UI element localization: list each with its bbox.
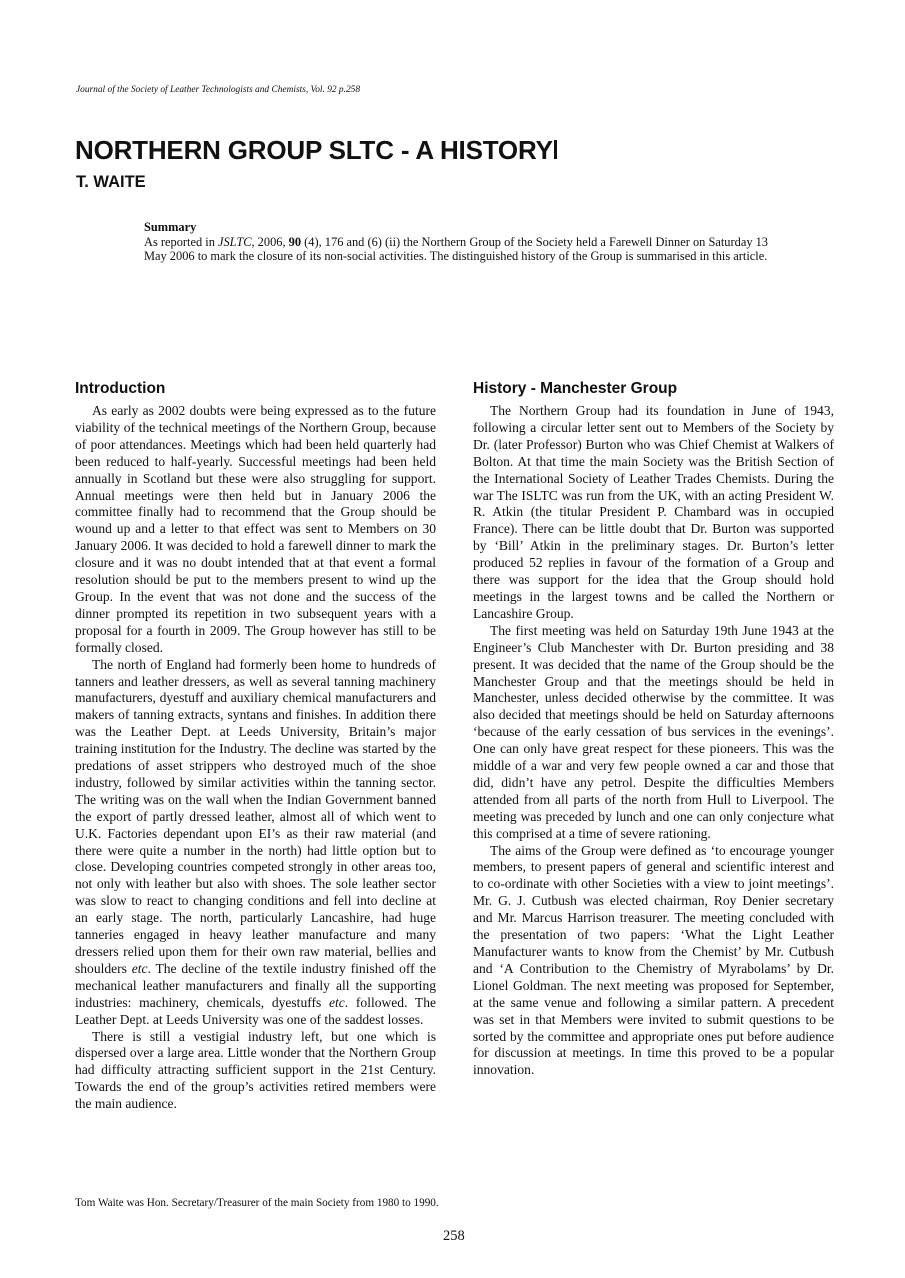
summary-block (144, 220, 768, 264)
paragraph-text: . The decline of the textile industry finished off the mechanical leather manufacturers and finally all the supporting industries: machinery, chemicals, dyestuffs (75, 960, 437, 1010)
introduction-paragraph (75, 657, 436, 1029)
paragraph-italic: etc (329, 994, 345, 1010)
introduction-paragraph: As early as 2002 doubts were being expressed as to the future viability of the technical meetings of the Northern Group, because of poor attendances. Meetings which had been held quarterly had been reduced to half-yearly. Successful meetings had been held annually in Scotland but these were also struggling for support. Annual meetings were then held but in January 2006 the committee finally had to recommend that the Group should be wound up and a letter to that effect was sent to Members on 30 January 2006. It was decided to hold a farewell dinner to mark the closure and it was no doubt intended that at that event a formal resolution should be put to the members present to wind up the Group. In the event that was not done and the success of the dinner prompted its repetition in two subsequent years with a proposal for a fourth in 2009. The Group however has still to be formally closed. (75, 403, 436, 655)
paragraph-text: The north of England had formerly been home to hundreds of tanners and leather dressers, as well as several tanning machinery manufacturers, dyestuff and auxiliary chemical manufacturers and makers of tanning extracts, syntans and finishes. In addition there was the Leather Dept. at Leeds University, Britain’s major training institution for the Industry. The decline was started by the predations of asset strippers who destroyed much of the shoe industry, followed by similar activities within the tanning sector. The writing was on the wall when the Indian Government banned the export of partly dressed leather, almost all of which went to U.K. Factories dependant upon EI’s as their raw material (and there were quite a number in the north) had little option but to close. Developing countries competed strongly in other areas too, not only with leather but also with shoes. The sole leather sector was slow to react to changing conditions and fell into decline at an early stage. The north, particularly Lancashire, had huge tanneries engaged in heavy leather manufacture and many dressers relied upon them for their own raw material, bellies and shoulders (75, 656, 436, 976)
left-column (75, 378, 436, 1113)
paragraph-italic: etc (131, 960, 148, 976)
summary-heading: Summary (144, 220, 197, 234)
introduction-paragraph: There is still a vestigial industry left, but one which is dispersed over a large area. Little wonder that the Northern Group had difficulty attracting sufficient support in the 21st Century. Towards the end of the group’s activities retired members were the main audience. (75, 1028, 436, 1112)
history-paragraph: The aims of the Group were defined as ‘to encourage younger members, to present papers of general and scientific interest and to co-ordinate with other Societies with a view to joint meetings’. Mr. G. J. Cutbush was elected chairman, Roy Denier secretary and Mr. Marcus Harrison treasurer. The meeting concluded with the presentation of two papers: ‘What the Light Leather Manufacturer wants to know from the Chemist’ by Mr. Cutbush and ‘A Contribution to the Chemistry of Myrabolams’ by Dr. Lionel Goldman. The next meeting was proposed for September, at the same venue and following a similar pattern. A precedent was set in that Members were invited to submit questions to be sorted by the committee and appropriate ones put before audience for discussion at meetings. In time this proved to be a popular innovation. (473, 842, 834, 1078)
article-title (75, 134, 557, 166)
running-head: Journal of the Society of Leather Technologists and Chemists, Vol. 92 p.258 (76, 85, 361, 95)
paragraph-text: . followed. The Leather Dept. at Leeds University was one of the saddest losses. (75, 994, 436, 1027)
author-footnote: Tom Waite was Hon. Secretary/Treasurer of the main Society from 1980 to 1990. (75, 1197, 439, 1209)
summary-journal-abbrev: JSLTC (217, 234, 252, 249)
summary-text-part: (4), 176 and (6) (ii) the Northern Group of the Society held a Farewell Dinner on Saturday 13 May 2006 to mark the closure of its non-social activities. The distinguished history of the Group is summarised in this article. (144, 234, 769, 264)
section-heading-history: History - Manchester Group (473, 380, 678, 397)
section-heading-introduction: Introduction (75, 380, 166, 397)
page-number: 258 (443, 1228, 465, 1244)
title-cursor-mark (554, 140, 557, 159)
summary-text-part: , 2006, (251, 234, 289, 249)
author-name: T. WAITE (76, 173, 146, 191)
summary-volume: 90 (288, 234, 302, 249)
history-paragraph: The first meeting was held on Saturday 19th June 1943 at the Engineer’s Club Manchester with Dr. Burton presiding and 38 present. It was decided that the name of the Group should be the Manchester Group and that the meetings should be held in Manchester, unless decided otherwise by the committee. It was also decided that meetings should be held on Saturday afternoons ‘because of the early cessation of bus services in the evenings’. One can only have great respect for these pioneers. This was the middle of a war and very few people owned a car and those that did, didn’t have any petrol. Despite the difficulties Members attended from all parts of the north from Hull to Liverpool. The meeting was preceded by lunch and one can only conjecture what this comprised at a time of severe rationing. (473, 622, 834, 841)
summary-text-part: As reported in (144, 234, 218, 249)
article-title-text: NORTHERN GROUP SLTC - A HISTORY (75, 135, 553, 165)
right-column (473, 378, 834, 1079)
history-paragraph: The Northern Group had its foundation in June of 1943, following a circular letter sent out to Members of the Society by Dr. (later Professor) Burton who was Chief Chemist at Walkers of Bolton. At that time the main Society was the British Section of the International Society of Leather Trades Chemists. During the war The ISLTC was run from the UK, with an acting President W. R. Atkin (the titular President P. Chambard was in occupied France). There can be little doubt that Dr. Burton was supported by ‘Bill’ Atkin in the preliminary stages. Dr. Burton’s letter produced 52 replies in favour of the formation of a Group and there was support for the idea that the Group should hold meetings in the largest towns and be called the Northern or Lancashire Group. (473, 403, 834, 621)
